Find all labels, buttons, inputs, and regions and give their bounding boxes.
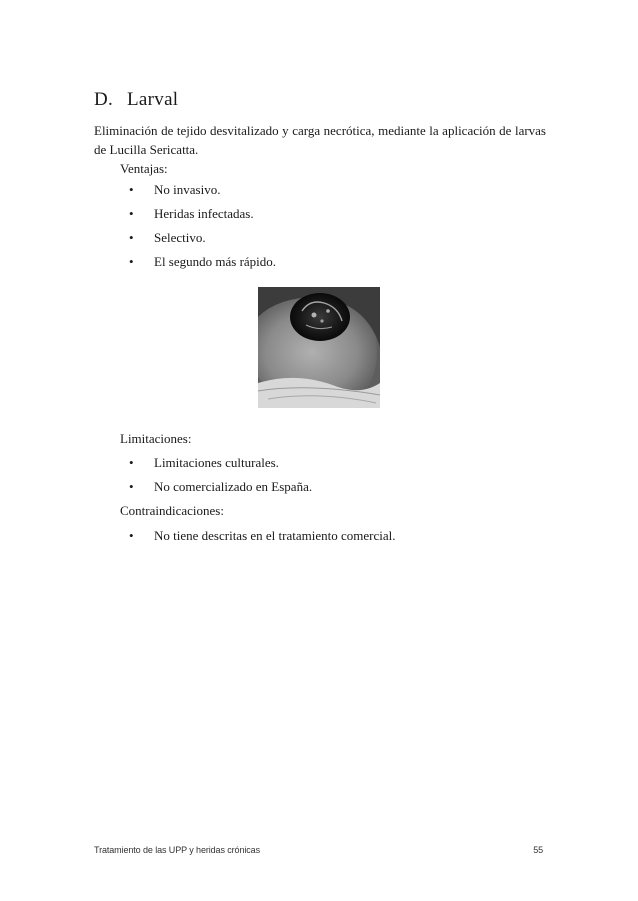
list-item-text: Selectivo. bbox=[154, 230, 206, 245]
list-item bbox=[120, 226, 276, 250]
bullet-icon: • bbox=[129, 206, 134, 221]
section-letter: D. bbox=[94, 89, 114, 110]
bullet-icon: • bbox=[129, 254, 134, 269]
list-item bbox=[120, 250, 276, 274]
section-title: Larval bbox=[127, 89, 179, 110]
limitaciones-list bbox=[120, 451, 312, 499]
section-heading bbox=[94, 89, 178, 111]
list-item-text: Limitaciones culturales. bbox=[154, 455, 279, 470]
contraindicaciones-label: Contraindicaciones: bbox=[120, 503, 224, 518]
list-item bbox=[120, 475, 312, 499]
wound-photo bbox=[258, 287, 380, 408]
page-number: 55 bbox=[533, 845, 543, 855]
limitaciones-label: Limitaciones: bbox=[120, 431, 192, 446]
footer-title: Tratamiento de las UPP y heridas crónicas bbox=[94, 845, 260, 855]
list-item-text: No comercializado en España. bbox=[154, 479, 313, 494]
list-item bbox=[120, 524, 395, 548]
list-item-text: El segundo más rápido. bbox=[154, 254, 277, 269]
bullet-icon: • bbox=[129, 479, 134, 494]
list-item bbox=[120, 178, 276, 202]
bullet-icon: • bbox=[129, 230, 134, 245]
ventajas-list bbox=[120, 178, 276, 274]
bullet-icon: • bbox=[129, 528, 134, 543]
list-item bbox=[120, 202, 276, 226]
ventajas-label: Ventajas: bbox=[120, 161, 168, 176]
contraindicaciones-list bbox=[120, 524, 395, 548]
list-item bbox=[120, 451, 312, 475]
intro-paragraph: Eliminación de tejido desvitalizado y carga necrótica, mediante la aplicación de larvas de Lucilla Sericatta. bbox=[94, 123, 546, 157]
bullet-icon: • bbox=[129, 455, 134, 470]
list-item-text: Heridas infectadas. bbox=[154, 206, 254, 221]
bullet-icon: • bbox=[129, 182, 134, 197]
list-item-text: No tiene descritas en el tratamiento comercial. bbox=[154, 528, 396, 543]
list-item-text: No invasivo. bbox=[154, 182, 221, 197]
